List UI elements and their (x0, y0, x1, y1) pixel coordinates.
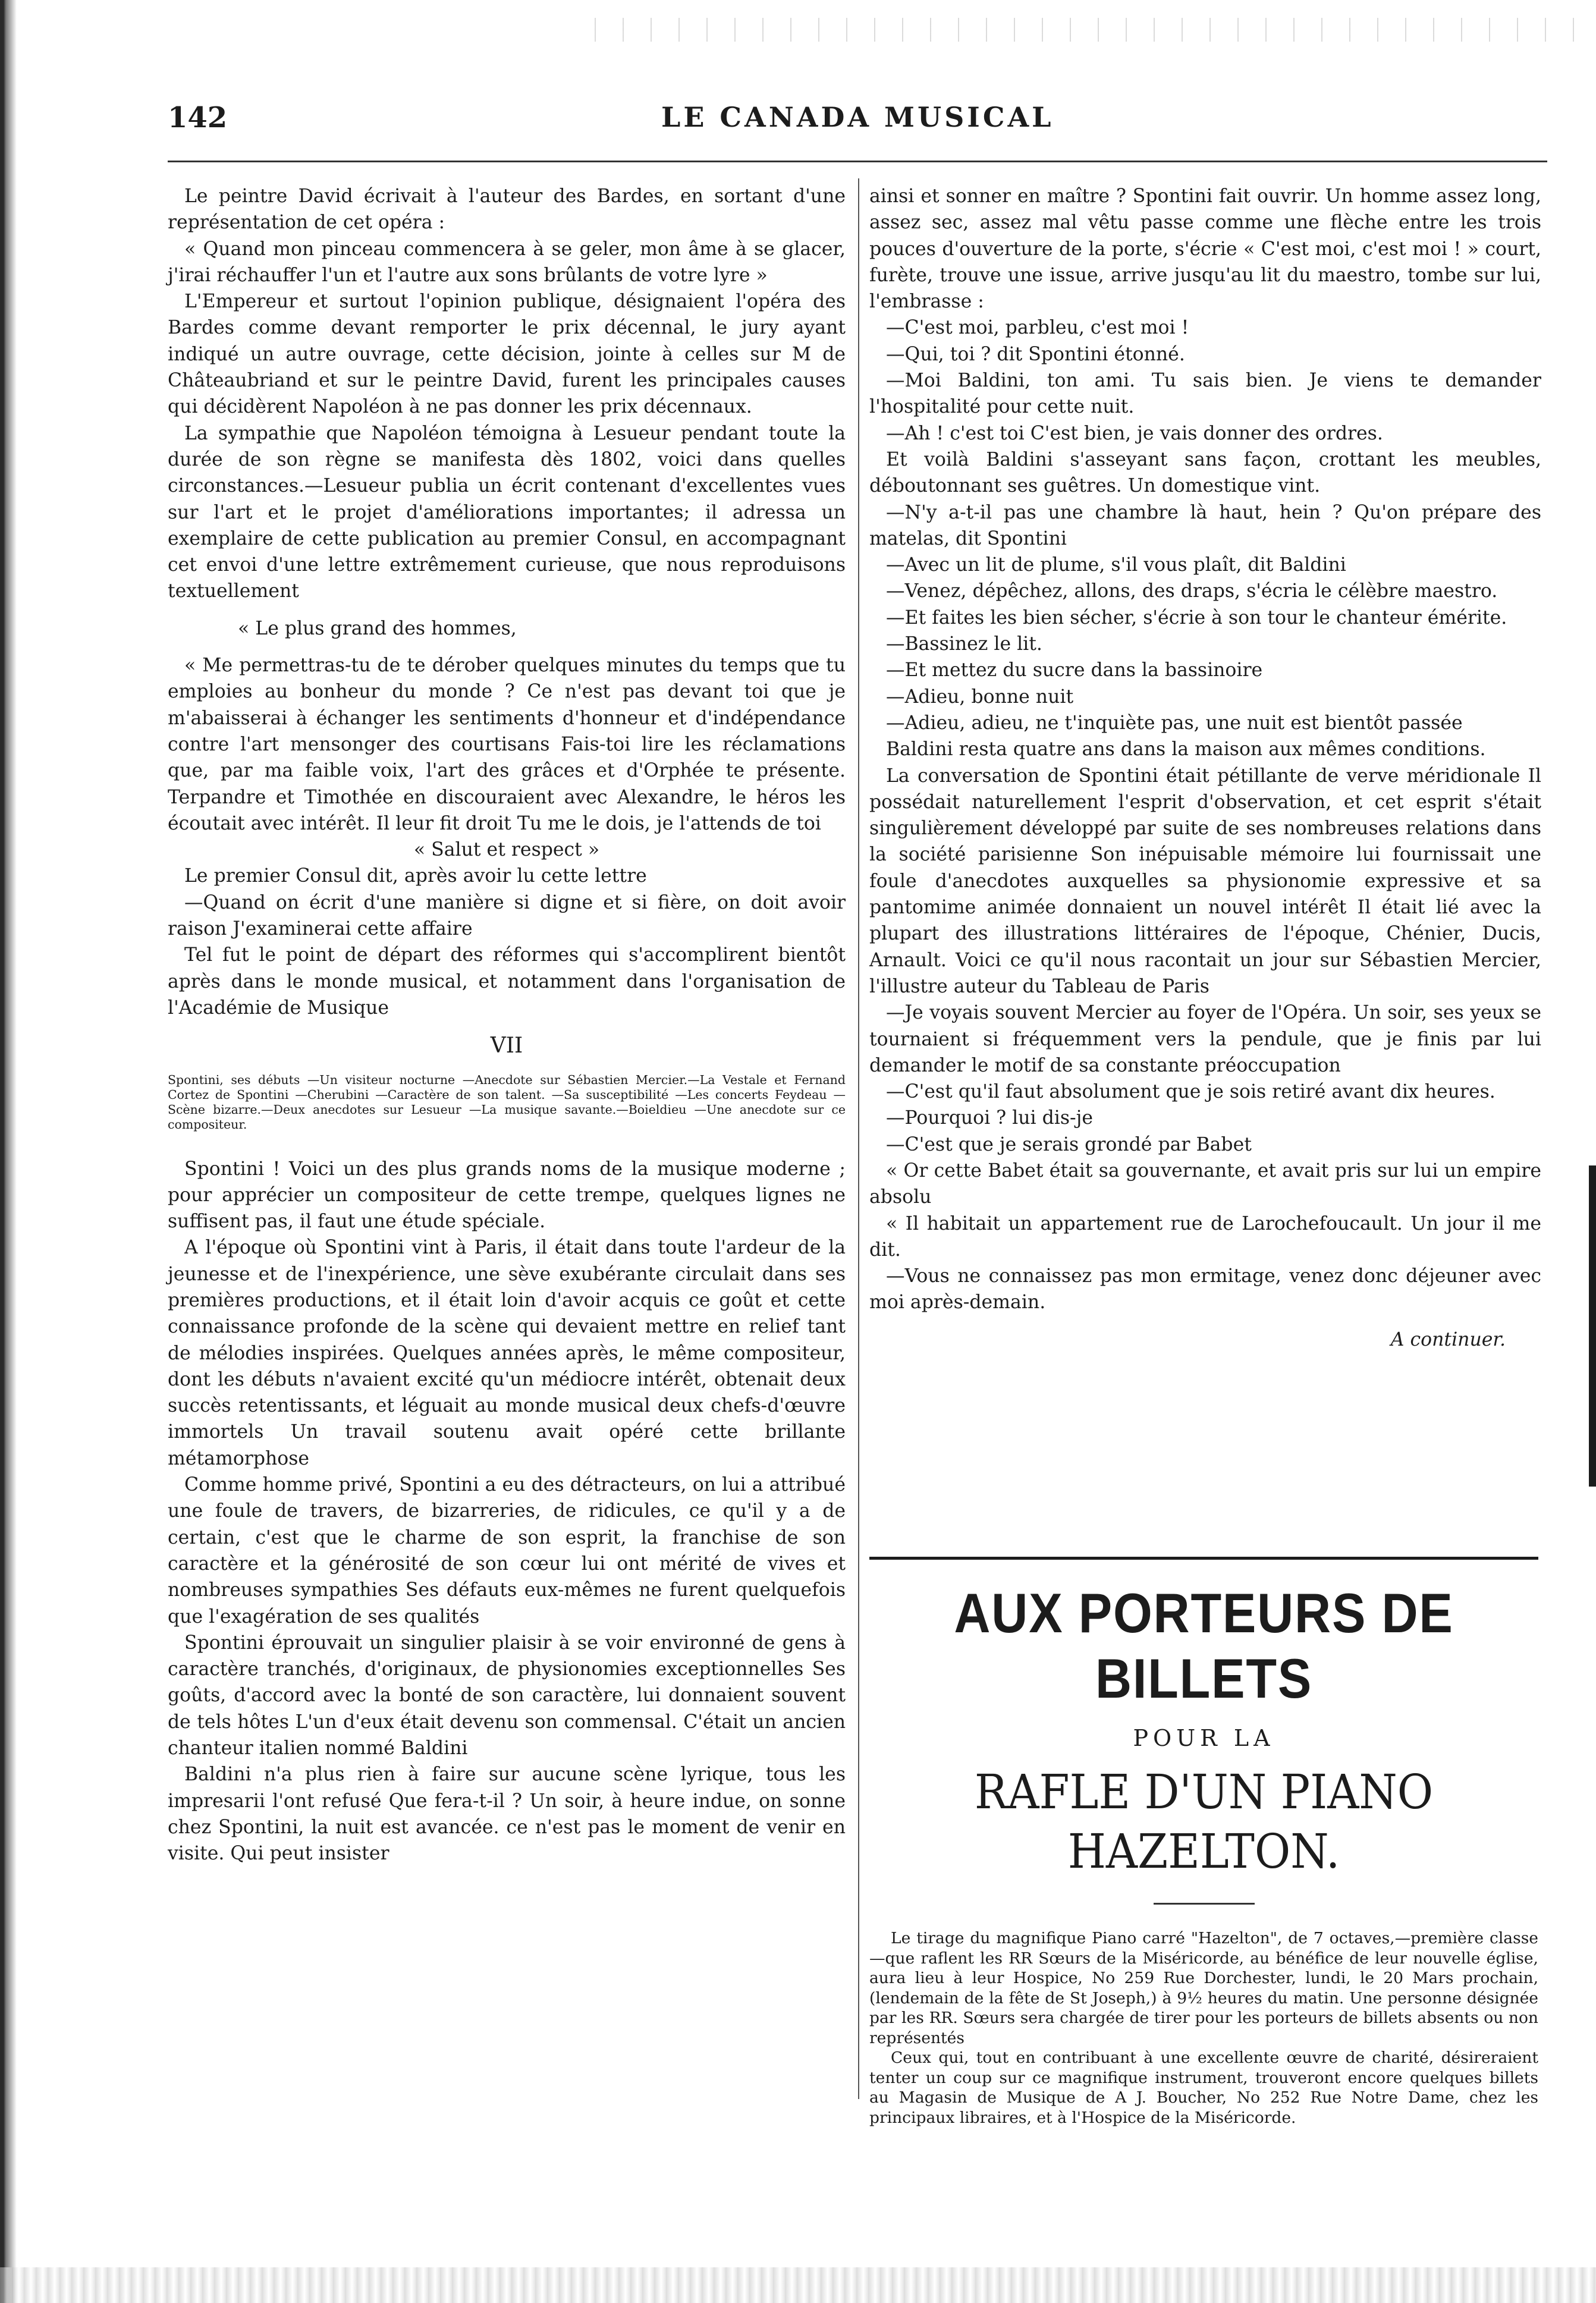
paragraph: —Quand on écrit d'une manière si digne et si fière, on doit avoir raison J'examinerai cette affaire (168, 891, 846, 940)
advert-paragraph: Ceux qui, tout en contribuant à une excellente œuvre de charité, désireraient tenter un coup sur ce magnifique instrument, trouveront encore quelques billets au Magasin de Musique de A J. Boucher, No 252 Rue Notre Dame, chez les principaux libraires, et à l'Hospice de la Miséricorde. (869, 2048, 1538, 2127)
header-rule (168, 161, 1547, 162)
paragraph: La sympathie que Napoléon témoigna à Lesueur pendant toute la durée de son règne se manifesta dès 1802, voici dans quelles circonstances.—Lesueur publia un écrit contenant d'excellentes vues sur l'art et le projet d'améliorations importantes; il adressa un exemplaire de cette publication au premier Consul, en accompagnant cet envoi d'une lettre extrêmement curieuse, que nous reproduisons textuellement (168, 422, 846, 602)
column-divider (858, 178, 859, 2099)
paragraph: « Or cette Babet était sa gouvernante, et avait pris sur lui un empire absolu (869, 1160, 1541, 1208)
page-number: 142 (168, 101, 228, 134)
advertisement (869, 1581, 1538, 2128)
paragraph: Spontini ! Voici un des plus grands noms de la musique moderne ; pour apprécier un compositeur de cette trempe, quelques lignes ne suffisent pas, il faut une étude spéciale. (168, 1158, 846, 1233)
advert-paragraph: Le tirage du magnifique Piano carré "Hazelton", de 7 octaves,—première classe—que raflent les RR Sœurs de la Miséricorde, au bénéfice de leur nouvelle église, aura lieu à leur Hospice, No 259 Rue Dorchester, lundi, le 20 Mars prochain, (lendemain de la fête de St Joseph,) à 9½ heures du matin. Une personne désignée par les RR. Sœurs sera chargée de tirer pour les porteurs de billets absents ou non représentés (869, 1929, 1538, 2047)
dialogue-line: —N'y a-t-il pas une chambre là haut, hein ? Qu'on prépare des matelas, dit Spontini (869, 501, 1541, 549)
page-edge-shadow (0, 0, 17, 2303)
quotation: « Quand mon pinceau commencera à se geler, mon âme à se glacer, j'irai réchauffer l'un et l'autre aux sons brûlants de votre lyre » (168, 238, 846, 286)
dialogue-line: —Pourquoi ? lui dis-je (886, 1107, 1094, 1129)
paragraph: Tel fut le point de départ des réformes qui s'accomplirent bientôt après dans le monde musical, et notamment dans l'organisation de l'Académie de Musique (168, 944, 846, 1019)
paragraph: Le peintre David écrivait à l'auteur des Bardes, en sortant d'une représentation de cet opéra : (168, 186, 846, 234)
section-heading: VII (490, 1033, 523, 1058)
dialogue-line: —Avec un lit de plume, s'il vous plaît, dit Baldini (886, 554, 1346, 576)
dialogue-line: —Ah ! c'est toi C'est bien, je vais donner des ordres. (886, 422, 1383, 444)
dialogue-line: —Adieu, adieu, ne t'inquiète pas, une nuit est bientôt passée (886, 712, 1463, 734)
right-margin-bar (1589, 1165, 1596, 1487)
dialogue-line: —Moi Baldini, ton ami. Tu sais bien. Je viens te demander l'hospitalité pour cette nuit. (869, 370, 1541, 418)
dialogue-line: —Bassinez le lit. (886, 633, 1042, 655)
paragraph: Le premier Consul dit, après avoir lu cette lettre (184, 865, 647, 887)
advert-subject: RAFLE D'UN PIANO HAZELTON. (974, 1764, 1434, 1879)
advert-separator (1154, 1903, 1255, 1905)
paragraph: Et voilà Baldini s'asseyant sans façon, crottant les meubles, déboutonnant ses guêtres. Un domestique vint. (869, 448, 1541, 497)
paragraph: A l'époque où Spontini vint à Paris, il était dans toute l'ardeur de la jeunesse et de l'inexpérience, une sève exubérante circulait dans ses premières productions, et il était loin d'avoir acquis ce goût et cette connaissance profonde de la scène qui devaient mettre en relief tant de mélodies inspirées. Quelques années après, le même compositeur, dont les débuts n'avaient excité qu'un médiocre intérêt, obtenait deux succès retentissants, et léguait au monde musical deux chefs-d'œuvre immortels Un travail soutenu avait opéré cette brillante métamorphose (168, 1237, 846, 1469)
top-scan-specks (595, 18, 1576, 42)
advert-subheading: POUR LA (1133, 1725, 1275, 1751)
letter-closing: « Salut et respect » (413, 839, 600, 861)
letter-body: « Me permettras-tu de te dérober quelques minutes du temps que tu emploies au bonheur du monde ? Ce n'est pas devant toi que je m'abaisserai à échanger les sentiments d'honneur et d'indépendance contre l'art mensonger des courtisans Fais-toi lire les réclamations que, par ma faible voix, l'art des grâces et d'Orphée te présente. Terpandre et Timothée en discouraient avec Alexandre, le héros les écoutait avec intérêt. Il leur fit droit Tu me le dois, je l'attends de toi (168, 655, 846, 834)
paragraph: Spontini éprouvait un singulier plaisir à se voir environné de gens à caractère tranchés, d'originaux, de physionomies exceptionnelles Ses goûts, d'accord avec la bonté de son caractère, lui donnaient souvent de tels hôtes L'un d'eux était devenu son commensal. C'était un ancien chanteur italien nommé Baldini (168, 1632, 846, 1760)
paragraph: Baldini resta quatre ans dans la maison aux mêmes conditions. (886, 739, 1486, 761)
dialogue-line: —Adieu, bonne nuit (886, 686, 1074, 708)
dialogue-line: —Et faites les bien sécher, s'écrie à son tour le chanteur émérite. (886, 607, 1507, 629)
advert-body (869, 1928, 1538, 2128)
right-column (869, 183, 1541, 1353)
paragraph: Comme homme privé, Spontini a eu des détracteurs, on lui a attribué une foule de travers, de bizarreries, de ridicules, ce qu'il y a de certain, c'est que le charme de son esprit, la franchise de son caractère et la générosité de son cœur lui ont mérité de vives et nombreuses sympathies Ses défauts eux-mêmes ne furent quelquefois que l'exagération de ses qualités (168, 1474, 846, 1628)
dialogue-line: —C'est moi, parbleu, c'est moi ! (886, 317, 1189, 339)
advert-top-rule (869, 1557, 1538, 1560)
paragraph: « Il habitait un appartement rue de Larochefoucault. Un jour il me dit. (869, 1212, 1541, 1261)
paragraph: ainsi et sonner en maître ? Spontini fait ouvrir. Un homme assez long, assez sec, assez mal vêtu passe comme une flèche entre les trois pouces d'ouverture de la porte, s'écrie « C'est moi, c'est moi ! » court, furète, trouve une issue, arrive jusqu'au lit du maestro, tombe sur lui, l'embrasse : (869, 186, 1541, 313)
dialogue-line: —Qui, toi ? dit Spontini étonné. (886, 343, 1185, 365)
paragraph: Baldini n'a plus rien à faire sur aucune scène lyrique, tous les impresarii l'ont refusé Que fera-t-il ? Un soir, à heure indue, on sonne chez Spontini, la nuit est avancée. ce n'est pas le moment de venir en visite. Qui peut insister (168, 1764, 846, 1865)
advert-headline: AUX PORTEURS DE BILLETS (954, 1582, 1454, 1710)
paragraph: La conversation de Spontini était pétillante de verve méridionale Il possédait naturellement l'esprit d'observation, et cet esprit s'était singulièrement développé par suite de ses nombreuses relations dans la société parisienne Son inépuisable mémoire lui fournissait une foule d'anecdotes auxquelles sa physionomie expressive et sa pantomime animée donnaient un nouvel intérêt Il était lié avec la plupart des illustrations littéraires de l'époque, Chénier, Ducis, Arnault. Voici ce qu'il nous racontait un jour sur Sébastien Mercier, l'illustre auteur du Tableau de Paris (869, 765, 1541, 997)
dialogue-line: —Venez, dépêchez, allons, des draps, s'écria le célèbre maestro. (886, 580, 1498, 602)
dialogue-line: —C'est qu'il faut absolument que je sois retiré avant dix heures. (886, 1081, 1496, 1103)
running-title: LE CANADA MUSICAL (661, 101, 1054, 133)
section-summary: Spontini, ses débuts —Un visiteur nocturne —Anecdote sur Sébastien Mercier.—La Vestale et Fernand Cortez de Spontini —Cherubini —Caractère de son talent. —Sa susceptibilité —Les concerts Feydeau —Scène bizarre.—Deux anecdotes sur Lesueur —La musique savante.—Boieldieu —Une anecdote sur ce compositeur. (168, 1072, 846, 1132)
paragraph: L'Empereur et surtout l'opinion publique, désignaient l'opéra des Bardes comme devant remporter le prix décennal, le jury ayant indiqué un autre ouvrage, cette décision, jointe à celles sur M de Châteaubriand et sur le peintre David, furent les principales causes qui décidèrent Napoléon à ne pas donner les prix décennaux. (168, 291, 846, 418)
bottom-scan-edge (0, 2267, 1596, 2303)
dialogue-line: —Je voyais souvent Mercier au foyer de l'Opéra. Un soir, ses yeux se tournaient si fréquemment vers la pendule, que je finis par lui demander le motif de sa constante préoccupation (869, 1002, 1541, 1076)
dialogue-line: —C'est que je serais grondé par Babet (886, 1133, 1252, 1155)
page-header (168, 101, 1547, 143)
left-column (168, 183, 846, 1867)
dialogue-line: —Vous ne connaissez pas mon ermitage, venez donc déjeuner avec moi après-demain. (869, 1265, 1541, 1314)
to-be-continued: A continuer. (1390, 1328, 1506, 1350)
dialogue-line: —Et mettez du sucre dans la bassinoire (886, 659, 1263, 681)
letter-salutation: « Le plus grand des hommes, (238, 617, 517, 639)
